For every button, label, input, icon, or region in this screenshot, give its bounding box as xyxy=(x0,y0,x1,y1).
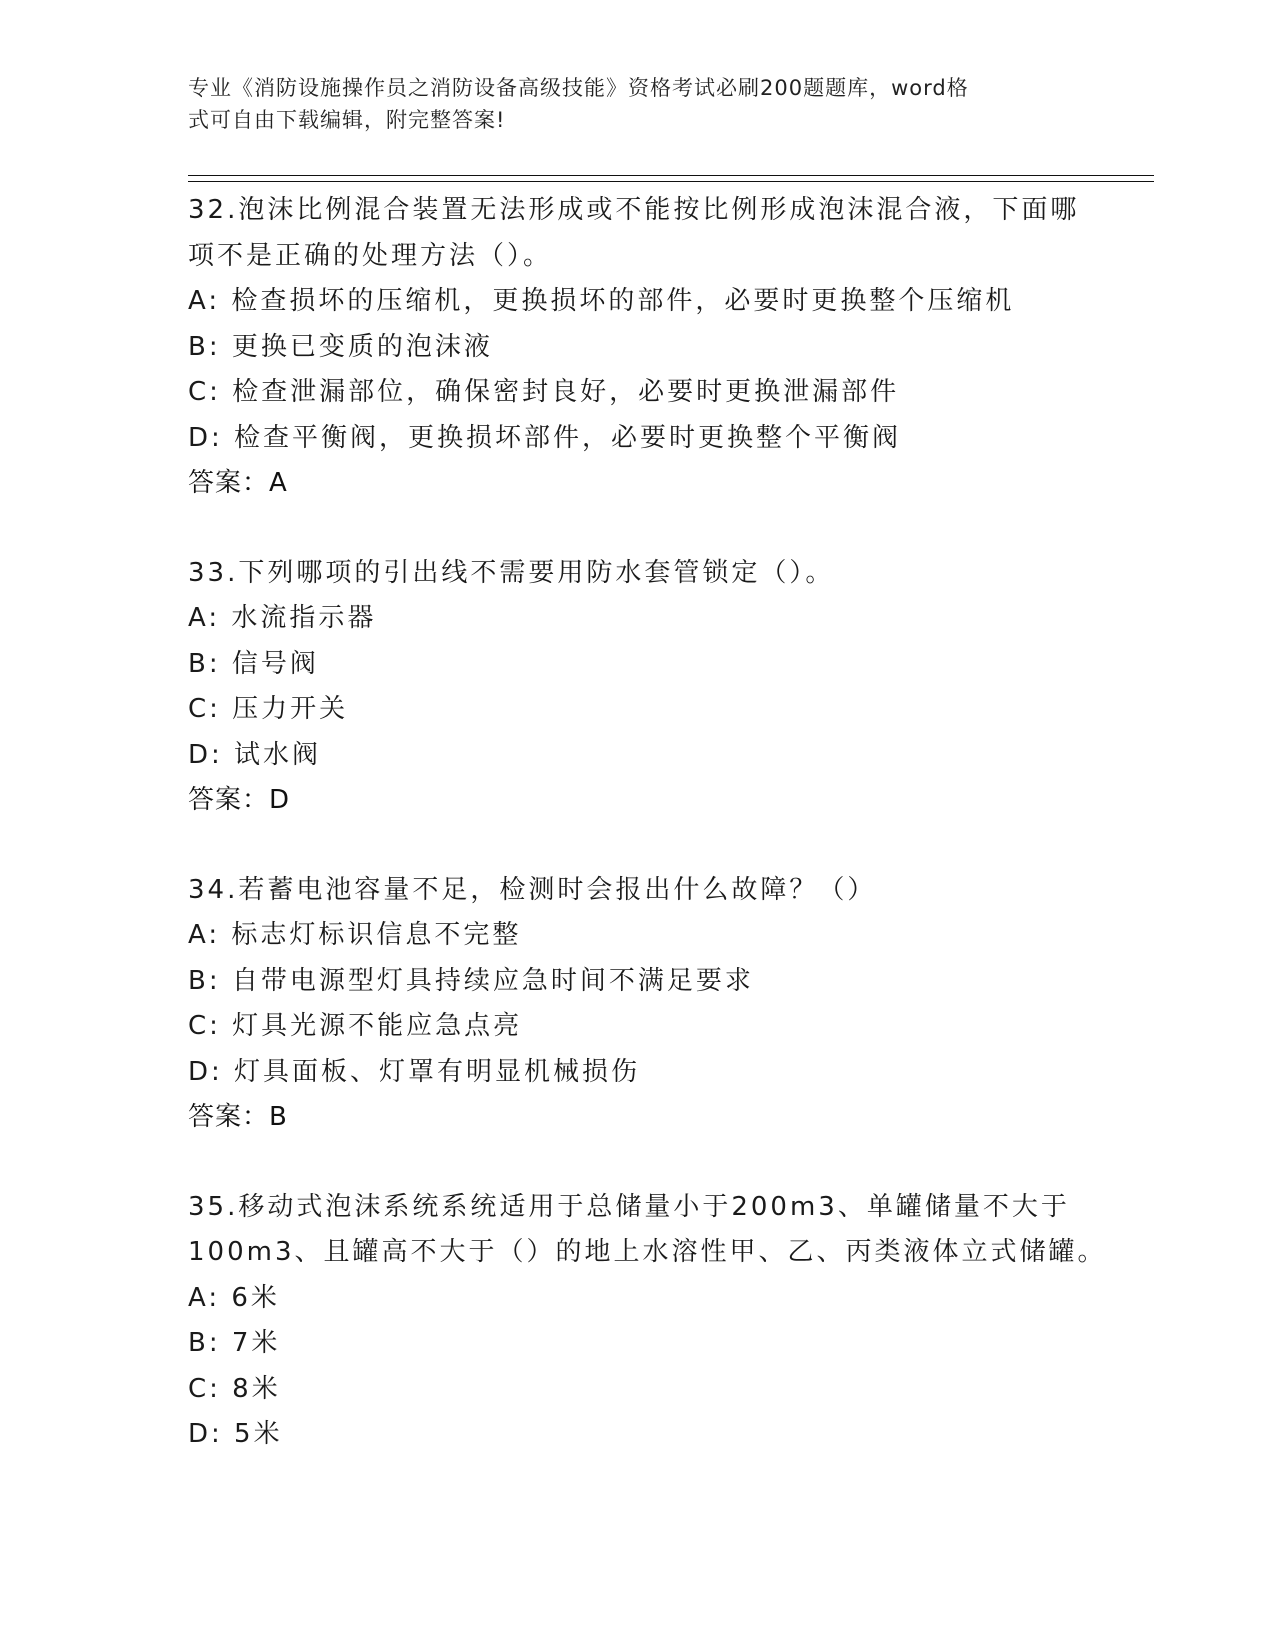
header-divider-bottom xyxy=(188,181,1154,182)
header-divider-top xyxy=(188,175,1154,176)
document-header xyxy=(188,72,1088,136)
stem-line: 33.下列哪项的引出线不需要用防水套管锁定（）。 xyxy=(188,557,835,588)
question-stem xyxy=(188,188,1108,279)
stem-line: 34.若蓄电池容量不足，检测时会报出什么故障？（） xyxy=(188,874,877,905)
question-stem xyxy=(188,868,1108,914)
header-line-2: 式可自由下载编辑，附完整答案! xyxy=(188,108,506,132)
option-c: C: 8米 xyxy=(188,1373,281,1404)
question-33 xyxy=(188,551,1108,824)
option-b: B: 更换已变质的泡沫液 xyxy=(188,331,493,362)
question-35 xyxy=(188,1185,1108,1458)
option-a: A: 6米 xyxy=(188,1282,280,1313)
question-stem xyxy=(188,551,1108,597)
option-c: C: 灯具光源不能应急点亮 xyxy=(188,1011,523,1041)
stem-line: 35.移动式泡沫系统系统适用于总储量小于200m3、单罐储量不大于 xyxy=(188,1191,1070,1222)
option-b: B: 7米 xyxy=(188,1328,281,1358)
answer: 答案：B xyxy=(188,1102,288,1132)
option-b: B: 信号阀 xyxy=(188,648,319,679)
option-d: D: 试水阀 xyxy=(188,739,322,770)
option-d: D: 灯具面板、灯罩有明显机械损伤 xyxy=(188,1056,641,1087)
option-d: D: 检查平衡阀，更换损坏部件，必要时更换整个平衡阀 xyxy=(188,422,902,453)
question-32 xyxy=(188,188,1108,507)
option-d: D: 5米 xyxy=(188,1419,283,1449)
question-list xyxy=(188,188,1108,1502)
stem-line: 32.泡沫比例混合装置无法形成或不能按比例形成泡沫混合液，下面哪 xyxy=(188,195,1080,225)
option-a: A: 检查损坏的压缩机，更换损坏的部件，必要时更换整个压缩机 xyxy=(188,286,1015,316)
option-a: A: 水流指示器 xyxy=(188,603,377,633)
stem-line: 项不是正确的处理方法（）。 xyxy=(188,240,553,271)
answer: 答案：D xyxy=(188,785,291,815)
option-c: C: 检查泄漏部位，确保密封良好，必要时更换泄漏部件 xyxy=(188,377,900,407)
stem-line: 100m3、且罐高不大于（）的地上水溶性甲、乙、丙类液体立式储罐。 xyxy=(188,1237,1107,1267)
answer: 答案：A xyxy=(188,468,288,498)
question-stem xyxy=(188,1185,1108,1276)
option-c: C: 压力开关 xyxy=(188,694,349,724)
option-a: A: 标志灯标识信息不完整 xyxy=(188,920,522,950)
header-line-1: 专业《消防设施操作员之消防设备高级技能》资格考试必刷200题题库，word格 xyxy=(188,76,969,100)
question-34 xyxy=(188,868,1108,1141)
option-b: B: 自带电源型灯具持续应急时间不满足要求 xyxy=(188,965,754,996)
